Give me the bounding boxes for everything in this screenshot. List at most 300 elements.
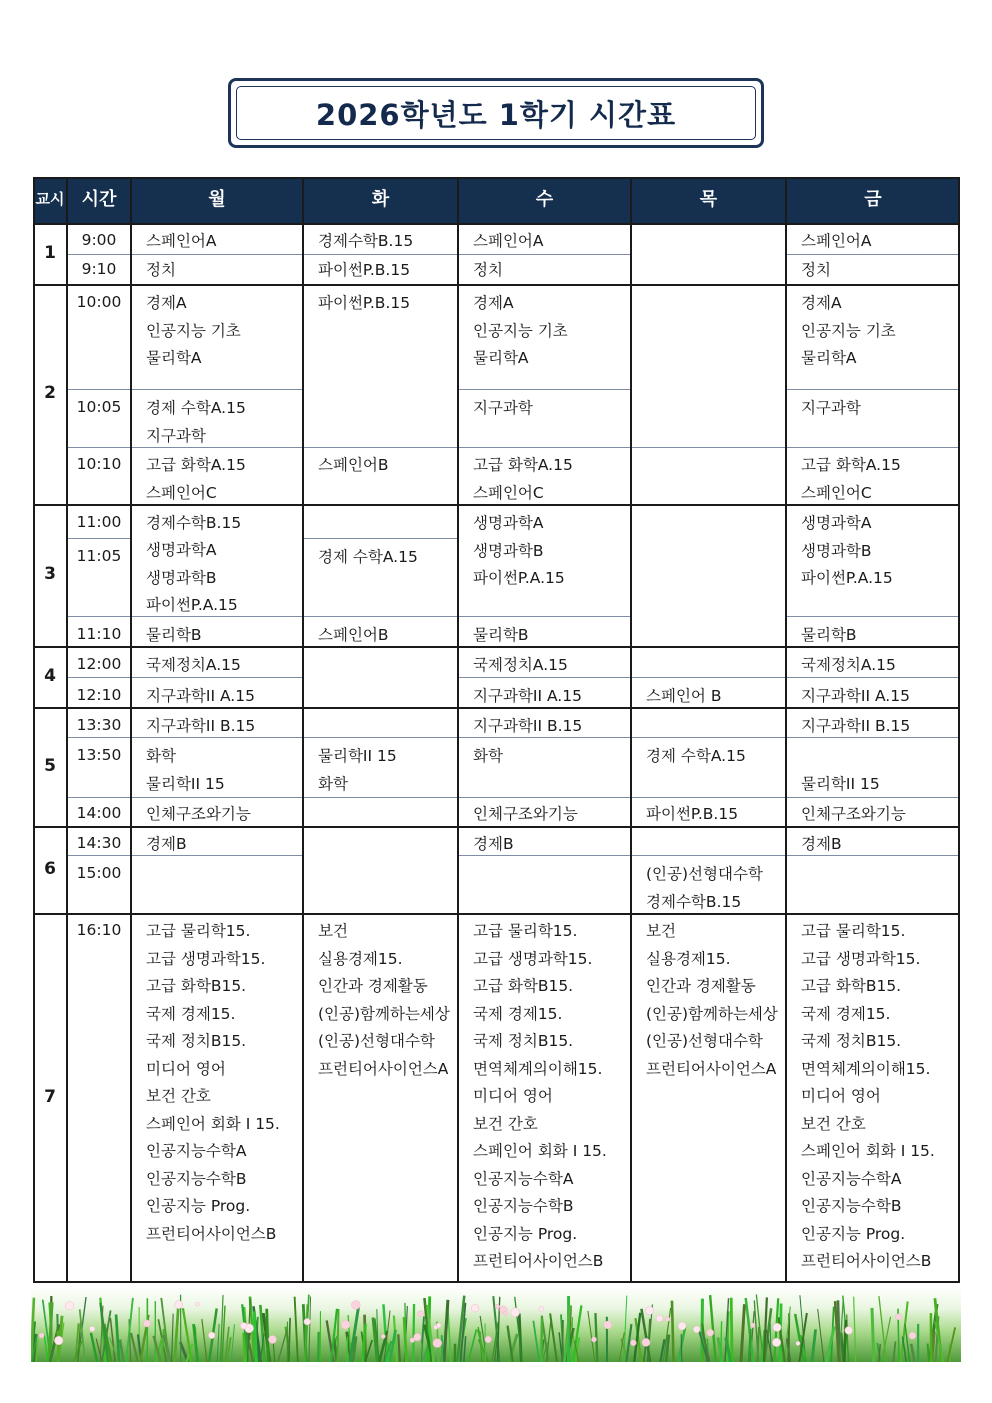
subject-cell-wed bbox=[458, 510, 631, 595]
subject-line: 물리학II 15 bbox=[318, 747, 397, 765]
grid-line bbox=[458, 737, 631, 738]
subject-line: 인간과 경제활동 bbox=[646, 977, 756, 995]
subject-line: 경제수학B.15 bbox=[318, 232, 414, 250]
subject-line: 국제 경제15. bbox=[801, 1004, 891, 1023]
flower bbox=[495, 1304, 500, 1309]
grass-blade bbox=[681, 1334, 682, 1362]
flower bbox=[208, 1332, 215, 1339]
subject-line: 미디어 영어 bbox=[473, 1087, 553, 1105]
flower bbox=[196, 1302, 200, 1306]
grass-blade bbox=[757, 1327, 759, 1362]
subject-line: 프런티어사이언스A bbox=[318, 1059, 449, 1078]
grid-line bbox=[630, 177, 632, 1283]
subject-cell-tue bbox=[303, 290, 458, 320]
subject-line: 인공지능 Prog. bbox=[473, 1224, 578, 1243]
flower bbox=[485, 1336, 492, 1343]
subject-line: 고급 화학B15. bbox=[473, 977, 574, 995]
title-frame bbox=[228, 78, 764, 148]
subject-line: 경제 수학A.15 bbox=[146, 399, 246, 417]
grass-blade bbox=[58, 1330, 59, 1362]
subject-line: 파이썬P.B.15 bbox=[646, 805, 739, 823]
subject-line: 지구과학 bbox=[146, 426, 206, 445]
subject-line: 지구과학II B.15 bbox=[801, 717, 911, 735]
time-label: 14:00 bbox=[76, 804, 122, 822]
grid-line bbox=[785, 177, 787, 1283]
period-number: 1 bbox=[44, 242, 56, 263]
subject-line: 스페인어C bbox=[146, 483, 217, 502]
subject-line: 프런티어사이언스B bbox=[146, 1224, 277, 1243]
grass-blade bbox=[710, 1295, 716, 1362]
grid-line bbox=[302, 177, 304, 1283]
subject-line: 파이썬P.A.15 bbox=[146, 596, 238, 614]
grid-line bbox=[67, 538, 131, 539]
grass-blade bbox=[844, 1320, 846, 1362]
grid-line bbox=[33, 826, 960, 828]
subject-line: 생명과학A bbox=[473, 514, 544, 532]
time-label: 12:10 bbox=[76, 686, 122, 704]
subject-line: 고급 물리학15. bbox=[473, 922, 578, 940]
time-label: 11:05 bbox=[76, 547, 122, 565]
subject-line: 정치 bbox=[146, 261, 176, 279]
grass-blade bbox=[928, 1344, 929, 1362]
subject-line: 파이썬P.A.15 bbox=[473, 569, 565, 587]
subject-line: 고급 화학A.15 bbox=[473, 456, 573, 474]
subject-cell-fri bbox=[786, 918, 960, 1278]
grass-blade bbox=[731, 1298, 732, 1362]
subject-line: 물리학B bbox=[801, 626, 857, 644]
subject-line: 화학 bbox=[146, 747, 176, 765]
time-label: 11:00 bbox=[76, 513, 122, 531]
header-period: 교시 bbox=[33, 177, 67, 223]
subject-cell-fri bbox=[786, 452, 960, 509]
subject-line: 스페인어 회화 I 15. bbox=[473, 1142, 607, 1160]
grass-blade bbox=[721, 1321, 722, 1362]
subject-line: 국제 정치B15. bbox=[473, 1032, 574, 1050]
grass-blade bbox=[533, 1321, 539, 1362]
subject-line: 인공지능수학B bbox=[801, 1197, 902, 1215]
subject-line: 생명과학A bbox=[146, 541, 217, 559]
flower bbox=[909, 1332, 916, 1339]
subject-cell-fri bbox=[786, 510, 960, 595]
subject-line: 물리학A bbox=[146, 349, 202, 367]
grass-blade bbox=[91, 1333, 97, 1362]
subject-line: (인공)선형대수학 bbox=[646, 865, 763, 883]
grid-line bbox=[631, 737, 786, 738]
subject-line: 경제수학B.15 bbox=[646, 892, 742, 911]
subject-line: 정치 bbox=[801, 261, 831, 279]
subject-line: 화학 bbox=[473, 747, 503, 765]
grass-blade bbox=[741, 1304, 744, 1362]
grass-blade bbox=[541, 1318, 542, 1362]
flower bbox=[511, 1308, 520, 1317]
subject-line: 고급 생명과학15. bbox=[801, 949, 921, 968]
flower bbox=[678, 1322, 686, 1330]
subject-line: 보건 간호 bbox=[473, 1114, 538, 1133]
subject-line: 인공지능수학A bbox=[801, 1169, 902, 1188]
time-label: 9:10 bbox=[81, 260, 117, 278]
grid-line bbox=[786, 254, 960, 255]
grid-line bbox=[33, 646, 960, 648]
grid-line bbox=[303, 797, 458, 798]
subject-line: 면역체계의이해15. bbox=[473, 1059, 603, 1078]
grass-blade bbox=[672, 1301, 674, 1362]
subject-line: 국제정치A.15 bbox=[801, 656, 896, 674]
grid-line bbox=[67, 737, 303, 738]
subject-cell-thu bbox=[631, 743, 786, 773]
subject-line: 스페인어C bbox=[473, 483, 544, 502]
flower bbox=[896, 1314, 902, 1320]
subject-line: 스페인어C bbox=[801, 483, 872, 502]
subject-line: 스페인어A bbox=[801, 232, 872, 250]
subject-line: 국제정치A.15 bbox=[146, 656, 241, 674]
subject-cell-fri bbox=[786, 713, 960, 743]
subject-line: (인공)함께하는세상 bbox=[646, 1004, 778, 1023]
subject-cell-wed bbox=[458, 831, 631, 861]
grass-blade bbox=[194, 1324, 198, 1362]
subject-line: 보건 bbox=[318, 922, 348, 940]
grid-line bbox=[631, 797, 786, 798]
grid-line bbox=[67, 797, 303, 798]
subject-line: 고급 화학A.15 bbox=[801, 456, 901, 474]
flower bbox=[381, 1334, 385, 1338]
subject-line: 고급 생명과학15. bbox=[146, 949, 266, 968]
subject-line: 스페인어A bbox=[146, 232, 217, 250]
subject-line: 파이썬P.B.15 bbox=[318, 294, 411, 312]
subject-cell-wed bbox=[458, 290, 631, 375]
time-label: 16:10 bbox=[76, 921, 122, 939]
grid-line bbox=[786, 616, 960, 617]
subject-cell-tue bbox=[303, 918, 458, 1085]
flower bbox=[436, 1323, 441, 1328]
subject-line: 스페인어 B bbox=[646, 687, 722, 705]
subject-line: 고급 물리학15. bbox=[801, 922, 906, 940]
grass-blade bbox=[546, 1318, 551, 1362]
header-day-mon: 월 bbox=[131, 177, 303, 223]
time-label: 13:30 bbox=[76, 716, 122, 734]
flower bbox=[504, 1312, 508, 1316]
subject-line: 화학 bbox=[318, 774, 348, 793]
subject-cell-wed bbox=[458, 743, 631, 773]
flower bbox=[54, 1336, 63, 1345]
grass-blade bbox=[818, 1309, 824, 1362]
subject-cell-tue bbox=[303, 257, 458, 287]
subject-line: 국제 정치B15. bbox=[146, 1032, 247, 1050]
time-label: 10:00 bbox=[76, 293, 122, 311]
subject-cell-fri bbox=[786, 831, 960, 861]
subject-cell-fri bbox=[786, 395, 960, 425]
subject-line: 인공지능 기초 bbox=[146, 321, 241, 340]
subject-cell-mon bbox=[131, 743, 303, 800]
subject-cell-wed bbox=[458, 395, 631, 425]
period-number: 2 bbox=[44, 383, 56, 404]
grid-line bbox=[67, 855, 303, 856]
grass-blade bbox=[337, 1309, 338, 1362]
grass-blade bbox=[131, 1333, 138, 1362]
meadow-decoration bbox=[31, 1286, 961, 1362]
subject-line: 물리학II 15 bbox=[146, 774, 225, 793]
subject-cell-thu bbox=[631, 861, 786, 918]
subject-cell-tue bbox=[303, 743, 458, 800]
grass-blade bbox=[116, 1315, 119, 1362]
subject-line: 인체구조와기능 bbox=[801, 805, 906, 823]
subject-line: 경제A bbox=[801, 294, 842, 312]
subject-line: 스페인어 회화 I 15. bbox=[146, 1114, 280, 1133]
time-label: 12:00 bbox=[76, 655, 122, 673]
subject-cell-fri bbox=[786, 290, 960, 375]
flower bbox=[433, 1339, 442, 1348]
grid-line bbox=[303, 254, 458, 255]
subject-line: 인공지능 기초 bbox=[801, 321, 896, 340]
grid-line bbox=[786, 737, 960, 738]
subject-line: (인공)선형대수학 bbox=[646, 1032, 763, 1050]
grass-blade bbox=[947, 1327, 955, 1362]
flower bbox=[796, 1341, 800, 1345]
grass-blade bbox=[217, 1324, 219, 1362]
grid-line bbox=[67, 447, 960, 448]
subject-line: 지구과학II A.15 bbox=[146, 687, 255, 705]
subject-line: 미디어 영어 bbox=[146, 1059, 226, 1078]
subject-cell-tue bbox=[303, 544, 458, 574]
grid-line bbox=[130, 177, 132, 1283]
subject-line: 국제 경제15. bbox=[146, 1004, 236, 1023]
subject-line: 고급 화학B15. bbox=[801, 977, 902, 995]
flower bbox=[539, 1306, 544, 1311]
subject-line: 파이썬P.B.15 bbox=[318, 261, 411, 279]
period-number: 5 bbox=[44, 755, 56, 776]
grid-line bbox=[458, 254, 631, 255]
subject-line: 고급 화학B15. bbox=[146, 977, 247, 995]
flower bbox=[65, 1301, 74, 1310]
grass-blade bbox=[309, 1297, 311, 1362]
flower bbox=[693, 1326, 700, 1333]
subject-line: 실용경제15. bbox=[318, 949, 403, 968]
grid-line bbox=[786, 389, 960, 390]
grid-line bbox=[786, 855, 960, 856]
subject-line: 스페인어B bbox=[318, 456, 389, 474]
flower bbox=[143, 1320, 150, 1327]
subject-line: 경제A bbox=[473, 294, 514, 312]
period-number: 4 bbox=[44, 665, 56, 686]
grass-blade bbox=[854, 1297, 856, 1362]
grass-blade bbox=[267, 1309, 269, 1362]
subject-line: 고급 물리학15. bbox=[146, 922, 251, 940]
flower bbox=[642, 1338, 650, 1346]
subject-line: (인공)선형대수학 bbox=[318, 1032, 435, 1050]
subject-line: 인공지능수학B bbox=[473, 1197, 574, 1215]
subject-cell-tue bbox=[303, 452, 458, 482]
subject-line: 국제 정치B15. bbox=[801, 1032, 902, 1050]
grass-blade bbox=[126, 1298, 133, 1362]
grid-line bbox=[67, 389, 303, 390]
subject-line: 경제B bbox=[801, 835, 842, 853]
subject-cell-mon bbox=[131, 831, 303, 861]
flower bbox=[631, 1340, 637, 1346]
flower bbox=[665, 1317, 670, 1322]
subject-line: 프런티어사이언스A bbox=[646, 1059, 777, 1078]
page-title: 2026학년도 1학기 시간표 bbox=[315, 97, 677, 132]
time-label: 10:10 bbox=[76, 455, 122, 473]
subject-cell-mon bbox=[131, 257, 303, 287]
header-day-tue: 화 bbox=[303, 177, 458, 223]
time-label: 15:00 bbox=[76, 864, 122, 882]
title-inner-frame bbox=[236, 86, 756, 140]
flower bbox=[471, 1305, 479, 1313]
subject-line: 국제정치A.15 bbox=[473, 656, 568, 674]
flower bbox=[773, 1323, 781, 1331]
grass-blade bbox=[485, 1324, 486, 1362]
flower bbox=[656, 1315, 663, 1322]
subject-line: 경제A bbox=[146, 294, 187, 312]
grid-line bbox=[303, 737, 458, 738]
subject-line: 실용경제15. bbox=[646, 949, 731, 968]
subject-line: 물리학A bbox=[473, 349, 529, 367]
flower bbox=[751, 1323, 756, 1328]
subject-line: 인공지능 기초 bbox=[473, 321, 568, 340]
flower bbox=[351, 1301, 360, 1310]
subject-line: 생명과학B bbox=[801, 541, 872, 560]
subject-line: 생명과학B bbox=[473, 541, 544, 560]
subject-line: 경제수학B.15 bbox=[146, 514, 242, 532]
grid-line bbox=[457, 177, 459, 1283]
subject-line: 인공지능수학B bbox=[146, 1169, 247, 1188]
flower bbox=[604, 1321, 612, 1329]
header-day-fri: 금 bbox=[786, 177, 960, 223]
subject-line: 정치 bbox=[473, 261, 503, 279]
subject-line: 생명과학A bbox=[801, 514, 872, 532]
subject-line: 고급 생명과학15. bbox=[473, 949, 593, 968]
subject-cell-mon bbox=[131, 510, 303, 540]
grass-blade bbox=[826, 1327, 834, 1362]
subject-line: 보건 간호 bbox=[146, 1087, 211, 1105]
subject-line: 인공지능 Prog. bbox=[146, 1197, 251, 1215]
subject-line: 인체구조와기능 bbox=[146, 805, 251, 823]
header-day-thu: 목 bbox=[631, 177, 786, 223]
grass-blade bbox=[468, 1329, 476, 1362]
subject-line: 물리학A bbox=[801, 349, 857, 367]
grid-line bbox=[66, 177, 68, 1283]
grid-line bbox=[631, 855, 786, 856]
subject-cell-wed bbox=[458, 713, 631, 743]
subject-cell-wed bbox=[458, 257, 631, 287]
grass-blade bbox=[588, 1311, 595, 1362]
subject-line: 인공지능수학A bbox=[146, 1142, 247, 1160]
subject-line: 물리학B bbox=[473, 626, 529, 644]
subject-line: 인간과 경제활동 bbox=[318, 977, 428, 995]
flower bbox=[341, 1320, 350, 1329]
grid-line bbox=[67, 254, 303, 255]
period-number: 7 bbox=[44, 1087, 56, 1108]
subject-line: 스페인어A bbox=[473, 232, 544, 250]
flower bbox=[646, 1306, 654, 1314]
grid-line bbox=[458, 389, 631, 390]
grid-line bbox=[458, 855, 631, 856]
subject-cell-thu bbox=[631, 918, 786, 1085]
grid-line bbox=[786, 797, 960, 798]
subject-cell-mon bbox=[131, 395, 303, 452]
grass-blade bbox=[421, 1316, 424, 1362]
grid-line bbox=[67, 677, 303, 678]
grass-blade bbox=[120, 1340, 124, 1362]
grass-blade bbox=[295, 1297, 298, 1362]
subject-line: 지구과학 bbox=[801, 399, 861, 417]
flower bbox=[90, 1326, 95, 1331]
subject-line: 경제B bbox=[146, 835, 187, 853]
grass-blade bbox=[202, 1319, 207, 1362]
time-label: 9:00 bbox=[81, 231, 117, 249]
flower bbox=[410, 1338, 415, 1343]
grid-line bbox=[33, 504, 960, 506]
flower bbox=[39, 1333, 44, 1338]
grid-line bbox=[458, 797, 631, 798]
time-label: 13:50 bbox=[76, 746, 122, 764]
flower bbox=[175, 1301, 183, 1309]
grid-line bbox=[458, 677, 631, 678]
subject-line: 보건 bbox=[646, 922, 676, 940]
grass-blade bbox=[464, 1336, 466, 1362]
grid-line bbox=[67, 616, 303, 617]
subject-line: 인공지능수학A bbox=[473, 1169, 574, 1188]
grid-line bbox=[303, 616, 458, 617]
period-number: 6 bbox=[44, 858, 56, 879]
subject-line: 파이썬P.A.15 bbox=[801, 569, 893, 587]
grass-blade bbox=[398, 1334, 400, 1362]
subject-cell-mon bbox=[131, 290, 303, 375]
subject-line: 지구과학II A.15 bbox=[801, 687, 910, 705]
subject-line: 고급 화학A.15 bbox=[146, 456, 246, 474]
flower bbox=[707, 1329, 714, 1336]
period-number: 3 bbox=[44, 564, 56, 585]
grid-line bbox=[631, 677, 786, 678]
time-label: 14:30 bbox=[76, 834, 122, 852]
subject-cell-mon bbox=[131, 918, 303, 1250]
grass-flowers-illustration bbox=[31, 1286, 961, 1362]
subject-line: 물리학B bbox=[146, 626, 202, 644]
grid-line bbox=[458, 616, 631, 617]
subject-line: 국제 경제15. bbox=[473, 1004, 563, 1023]
flower bbox=[772, 1338, 780, 1346]
grass-blade bbox=[562, 1320, 563, 1362]
grid-line bbox=[33, 284, 960, 286]
time-label: 10:05 bbox=[76, 398, 122, 416]
grass-blade bbox=[231, 1324, 234, 1362]
subject-line: 프런티어사이언스B bbox=[473, 1252, 604, 1270]
grass-blade bbox=[444, 1300, 448, 1362]
grid-line bbox=[33, 223, 960, 225]
grid-line bbox=[33, 913, 960, 915]
subject-line: 생명과학B bbox=[146, 568, 217, 587]
grid-line bbox=[786, 677, 960, 678]
flower bbox=[592, 1337, 597, 1342]
subject-line: 지구과학II B.15 bbox=[146, 717, 256, 735]
subject-line: 보건 간호 bbox=[801, 1114, 866, 1133]
subject-line: 물리학II 15 bbox=[801, 775, 880, 793]
subject-line: (인공)함께하는세상 bbox=[318, 1004, 450, 1023]
subject-line: 경제 수학A.15 bbox=[646, 747, 746, 765]
grid-line bbox=[33, 707, 960, 709]
grid-line bbox=[303, 538, 458, 539]
subject-line: 스페인어 회화 I 15. bbox=[801, 1142, 935, 1160]
flower bbox=[240, 1323, 247, 1330]
subject-line: 면역체계의이해15. bbox=[801, 1059, 931, 1078]
grass-blade bbox=[893, 1341, 895, 1362]
subject-line: 경제 수학A.15 bbox=[318, 548, 418, 566]
subject-cell-wed bbox=[458, 452, 631, 509]
grass-blade bbox=[175, 1309, 179, 1362]
subject-line: 프런티어사이언스B bbox=[801, 1252, 932, 1270]
grass-blade bbox=[278, 1330, 287, 1362]
subject-cell-fri bbox=[786, 257, 960, 287]
subject-cell-mon bbox=[131, 452, 303, 509]
